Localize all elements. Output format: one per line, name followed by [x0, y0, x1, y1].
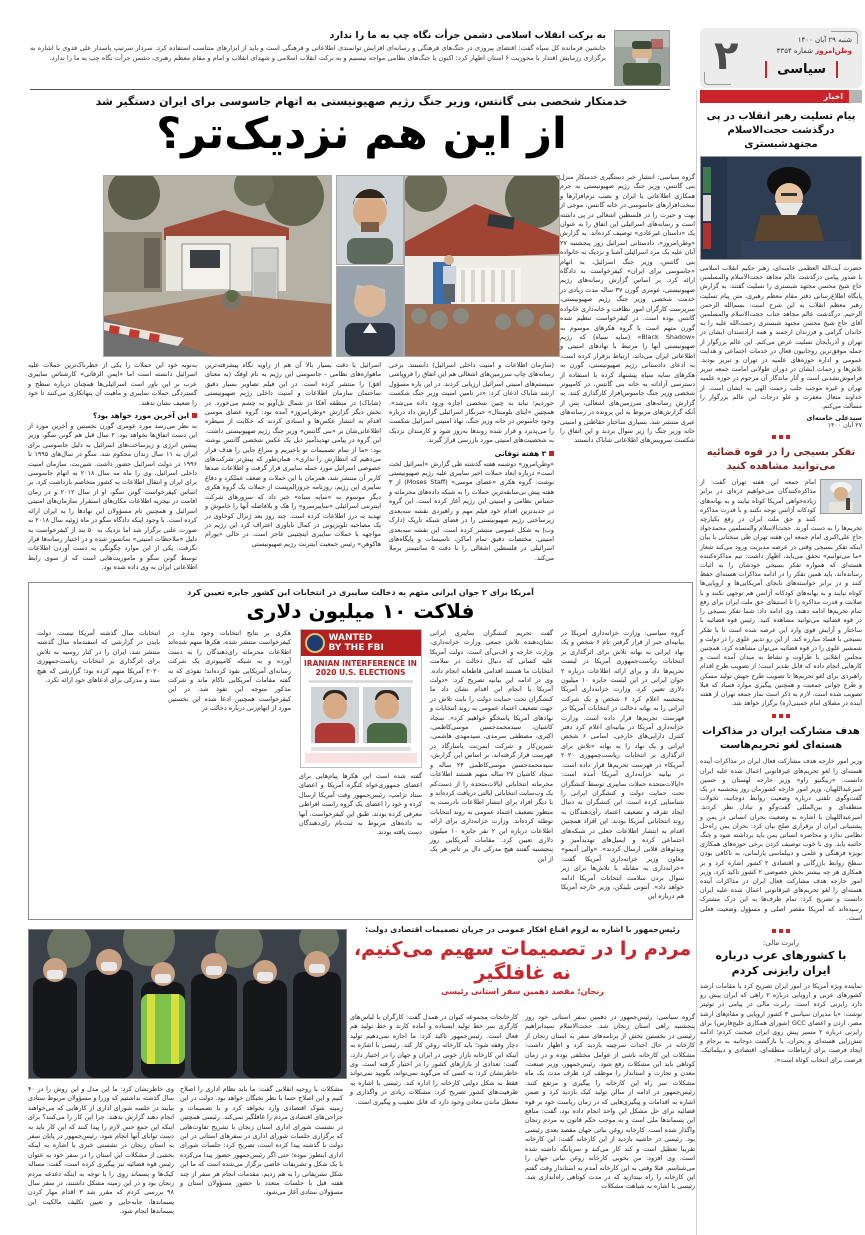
sidebar-item-malley — [700, 939, 862, 1065]
sidebar-tab-label: اخبار — [700, 90, 849, 103]
issue-number: شماره ۳۳۵۴ — [776, 47, 814, 55]
lead-article — [28, 95, 695, 580]
president-visit-photo — [28, 929, 347, 1079]
sidebar-item-1-body: حضرت آیت‌الله العظمی خامنه‌ای، رهبر حکیم انقلاب اسلامی با صدور پیامی درگذشت عالم مجاهد حجت‌الاسلام والمسلمین حاج شیخ محسن مجتهد شبستری را تسلیت گفتند. به گزارش پایگاه اطلاع‌رسانی دفتر مقام معظم رهبری، متن پیام تسلیت رهبر معظم انقلاب به این شرح است: بسم‌الله الرحمن الرحیم. درگذشت عالم مجاهد جناب حجت‌الاسلام والمسلمین آقای حاج شیخ محسن مجتهد شبستری رحمت‌الله علیه را به خاندان گرامی و فرزندان ارجمند و همه ارادتمندان ایشان در تهران و آذربایجان تسلیت عرض می‌کنم. این عالم بزرگوار از جمله موفق‌ترین روحانیون فعال در خدمات اجتماعی و هدایت عمومی و اداره حوزه‌های علمیه در تهران و تبریز بودند. تلاش‌ها و زحمات ایشان در دوران طولانی امامت جمعه تبریز فراموش‌نشدنی است و آثار ماندگار آن مرحوم در حوزه علمیه تهران و غیره موجب جلب رحمت الهی به ایشان است. از خداوند متعال مغفرت و علو درجات این عالم بزرگوار را مسألت می‌کنم. — [700, 265, 862, 411]
president-headline-block — [350, 925, 695, 996]
wanted-column-3 — [299, 629, 422, 894]
president-column-3: مشکلات با روحیه انقلابی گفت: ما باید نظام اداری را اصلاح کنیم و این اصلاح حتما با نظر نخبگان خواهد بود. دولت در این زمینه شوک اقتصادی وارد نخواهد کرد و با تصمیمات و جراحی‌های اقتصادی مردم را غافلگیر نمی‌کند. رئیسی همچنین در نشست شورای اداری استان زنجان با تشریح تفاوت‌هایی که برگزاری جلسات شورای اداری در سفرهای استانی در این دولت با گذشته پیدا کرده است، تصریح کرد: جلسات شورای اداری اینطور نبوده؛ حتی اگر رئیس‌جمهور حضور پیدا می‌کرده با یک شکل و تشریفات خاصی برگزار می‌شده است که ما این شکل تشریفاتی را به هم زدیم. مقدمات انجام هر سفر از چند هفته قبل با جلسات متعدد با حضور مسؤولان استان و مسؤولان ستادی آغاز می‌شود. — [180, 1085, 343, 1197]
mugshot-photos — [301, 685, 421, 745]
suspect-portrait-photo — [336, 175, 404, 265]
signature-name: سیدعلی خامنه‌ای — [806, 414, 862, 423]
commander-photo — [614, 30, 670, 86]
president-visit-illustration — [29, 930, 346, 1078]
issue-date: شنبه ۲۹ آبان ۱۴۰۰ — [797, 36, 852, 44]
section-separator — [700, 714, 862, 718]
sidebar-divider — [696, 90, 697, 1235]
lead-column-4-text-2: به نظر می‌رسد مورد عومری گورن نخستین و آخرین مورد از این دست اتفاق‌ها نخواهد بود. ۲ سال قبل هم گونن سگو، وزیر پیشین انرژی و زیرساخت‌های اسرائیل به دلیل جاسوسی برای ایران به ۱۱ سال زندان محکوم شد. سگو در سال‌های ۱۹۹۵ تا ۱۹۹۶ در دولت اسرائیل حضور داشت. شین‌بت، سازمان امنیت داخلی اسرائیل، وی را ماه مه سال ۲۰۱۸ به اتهام جاسوسی برای ایران و انتقال اطلاعات به کشور متخاصم بازداشت کرد. بر اساس کیفرخواست گونن سگو، او از سال ۲۰۱۲ و در زمان اقامت در نیجریه اطلاعات مکان‌های استقرار سازمان‌های امنیتی اسرائیل و همچنین نام مسؤولان این نهادها را به ایران ارائه کرده است. با وجود اینکه دادگاه سگو در ماه ژوئیه سال ۲۰۱۸ به صورت علنی برگزار شد اما نزدیک به ۵۰ بند از کیفرخواست به دلیل «ملاحظات امنیتی» سانسور شده و در اختیار رسانه‌ها قرار نگرفت. یکی از این موارد چگونگی به دست آوردن اطلاعات توسط گونن سگو و ماموریت‌هایی است که از سوی رابط اطلاعاتی ایران به وی داده شده بود. — [28, 422, 198, 572]
top-brief-body: جانشین فرمانده کل سپاه گفت: اقتضای پیروزی در جنگ‌های فرهنگی و رسانه‌ای افزایش توانمندی اطلاعاتی و فرهنگی است و باید از ابزارهای متناسب استفاده کرد. سردار سرتیپ پاسدار علی فدوی با اشاره به برگزاری رزمایش اقتدار با محوریت ۶ استان اظهار کرد: اکنون با جنگ‌های نظامی مواجه نیستیم و به برکت انقلاب اسلامی و شهدای انقلاب و امام و مقام معظم رهبری، دشمن جرأت نگاه چپ به ما را ندارد. — [30, 44, 606, 62]
poster-details-bar — [305, 753, 417, 763]
lead-column-4 — [28, 361, 197, 579]
wanted-poster-banner — [301, 630, 421, 656]
wanted-column-4: هکری بر نتایج انتخابات وجود ندارد. در کیفرخواست منتشر شده، هکرها متهم شده‌اند اطلاعات محرمانه رای‌دهندگان را به دست آورده و به شبکه کامپیوتری یک شرکت رسانه‌ای آمریکایی نفوذ کرده‌اند؛ نفوذی که به گفته مقامات آمریکایی ناکام ماند و شرکت مذکور متوجه این نفوذ شد. در این کیفرخواست همچنین ادعا شده این نخستین مورد از اتهام‌زنی درباره دخالت در — [168, 629, 291, 713]
sidebar-item-2-headline: تفکر بسیجی را در قوه قضائیه می‌توانید مشاهده کنید — [706, 447, 856, 473]
wanted-column-3-text: گفته شده است این هکرها پیام‌هایی برای اعضای جمهوری‌خواه کنگره آمریکا و اعضای ستاد ترامپ، رئیس‌جمهور وقت آمریکا ارسال کرده و خود را اعضای یک گروه راست افراطی معرفی کرده بودند. طبق این کیفرخواست، آنها به داده‌های مربوط به ثبت‌نام رای‌دهندگان دست یافته بودند. — [299, 772, 422, 837]
wanted-banner-text: WANTED BY THE FBI — [328, 633, 384, 653]
top-brief-title: به برکت انقلاب اسلامی دشمن جرأت نگاه چپ به ما را ندارد — [329, 30, 606, 41]
sidebar-item-condolence — [700, 110, 862, 439]
sidebar-item-3-headline: هدف مشارکت ایران در مذاکرات هسته‌ای لغو تحریم‌هاست — [702, 726, 860, 752]
lead-subhead-2: این آخرین مورد خواهد بود؟ — [28, 411, 197, 420]
section-separator — [700, 929, 862, 933]
lead-headline: از این هم نزدیک‌تر؟ — [156, 109, 567, 159]
lead-column-2-text-1: (سازمان اطلاعات و امنیت داخلی اسرائیل) دانستند. برخی رسانه‌های چاپ سرزمین‌های اشغالی هم این اتفاق را فروپاشی سیستم‌های امنیتی اسرائیل ارزیابی کردند. در این باره مسؤول ارشد شاباک اذعان کرد: «در تامین امنیت وزیر جنگ شکست خوردیم؛ نباید به چنین شخصی اجازه ورود داده می‌شد». همچنین «ایتای بلومنتال» خبرنگار اسرائیلی گزارش داد درباره وجود جاسوس در خانه وزیر جنگ، نهاد امنیتی اسرائیل شکست را می‌پذیرد و قرار شده روندها به‌روز شود و کارمندان نزدیک به شخصیت‌های امنیتی مورد بازرسی قرار گیرند. — [389, 361, 554, 445]
section-separator — [700, 435, 862, 439]
lead-column-2 — [389, 361, 554, 579]
gantz-portrait-illustration — [337, 267, 403, 356]
lead-column-3: اسرائیل با دقت بسیار بالا آن هم از زاویه نگاه پیشرفته‌ترین ماهواره‌های نظامی - جاسوسی این رژیم به نام اوفک (به معنای افق) را منتشر کرده است. در این فیلم تصاویر بسیار دقیق ساختمان سازمان اطلاعات و امنیت داخلی رژیم صهیونیستی (شاباک) در منطقه آفکا در شمال تل‌آویو به چشم می‌خورد. در بخش دیگر گزارش «وطن‌امروز» آمده بود: گروه عصای موسی اقدام به انتشار عکس‌ها و اسنادی کردند که حکایت از سیطره اطلاعاتی‌شان بر «بنی گانتس» وزیر جنگ رژیم صهیونیستی داشت. این گروه در پیامی تهدیدآمیز ذیل یک عکس شخصی گانتس نوشته بود: «ما از تمام تصمیمات تو باخبریم و سراغ جایی را هدف قرار می‌دهیم که انتظارش را نداری». همان‌طور که پیش‌تر شرکت‌های خصوصی اسرائیل مورد حمله سایبری قرار گرفت و اطلاعات صدها کاربر آن منتشر شد، همزمان با این حملات و ضعف عملکرد و دفاع سایبری این رژیم، روزنامه جروزالم‌پست از حملات یک گروه هکری دیگر موسوم به «سایه سیاه» خبر داد که سرورهای شرکت اینترنتی اسرائیلی «سایبرسرو» را هک و بلافاصله آنها را خاموش و تهدید به درز اطلاعات کرده است. چند روز بعد ژنرال کوخاوی در یک مصاحبه تلویزیونی در کمال ناباوری اعتراف کرد این رژیم در مواجهه با حملات سایبری اینچنینی عاجز است. در حالی «یورام هاکوهن» رئیس جمعیت اینترنت رژیم صهیونیستی — [205, 361, 381, 548]
lead-column-1: گروه سیاسی: انتشار خبر دستگیری خدمتکار منزل بنی گانتس، وزیر جنگ رژیم صهیونیستی به جرم همکاری اطلاعاتی با ایران و نصب نرم‌افزارها و سخت‌افزارهای جاسوسی در خانه گانتس، موجی از بهت و حیرت را در فلسطین اشغالی در پی داشته است و رسانه‌های اسرائیلی این اتفاق را به عنوان یک «داستان غیرعادی» توصیف کرده‌اند. به گزارش «وطن‌امروز»، دادستانی اسرائیل روز پنجشنبه ۲۷ آبان علیه یک مرد اسرائیلی آشنا و نزدیک به خانواده بنی گانتس، وزیر جنگ اسرائیل، به اتهام «جاسوسی برای ایران» کیفرخواست به دادگاه ارائه کرد. بر اساس گزارش رسانه‌های رژیم صهیونیستی، عومری گورن ۳۷ ساله مدت زیادی در خدمت شخصی وزیر جنگ رژیم صهیونیستی، سرپرست کارگران امور نظافت و خانه‌داری خانواده گانتس بوده است. در کیفرخواست تنظیم شده گورن متهم است با گروه هکرهای موسوم به «Black Shadow» (سایه سیاه) که رژیم صهیونیستی آنها را مرتبط با نهادهای امنیتی و اطلاعاتی ایران می‌داند، ارتباط برقرار کرده است. به ادعای دادستانی رژیم صهیونیستی، گورن به هکرهای سایه سیاه پیشنهاد کرده با استفاده از دسترسی آزادانه به خانه بنی گانتس، در کامپیوتر شخصی وزیر جنگ جاسوس‌افزار کارگذاری کنند. به گزارش رسانه‌های سرزمین‌های اشغالی، پس از آنکه گزارش‌های مربوط به این پرونده در رسانه‌های عبری منتشر شد، بسیاری ساختار حفاظتی و امنیتی خانه وزیر جنگ را زیر سوال بردند و این اتفاق را شکست سرویس‌های اطلاعاتی شاباک دانستند — [560, 173, 696, 445]
tab-gray-square — [849, 90, 862, 103]
section-title: سیاسی — [765, 61, 838, 78]
president-kicker: رئیس‌جمهور با اشاره به لزوم اقناع افکار عمومی در جریان تصمیمات اقتصادی دولت: — [365, 925, 680, 934]
sidebar-item-4-body: نماینده ویژه آمریکا در امور ایران تصریح کرد با مقامات ارشد کشورهای عربی و اروپایی درباره ۲ راهی که ایران پیش رو دارد رایزنی کرده است. رابرت مالی در پیامی در توئیتر نوشت: «با مدیران سیاسی ۳ کشور اروپایی و مقام‌های ارشد مصر، اردن و اعضای GCC (شورای همکاری خلیج‌فارس) برای رایزنی درباره ۲ مسیر پیش روی ایران صحبت کردم؛ ادامه تنش‌زایی هسته‌ای و بحران، یا بازگشت دوجانبه به برجام و ایجاد فرصت برای ارتباطات منطقه‌ای، اقتصادی و دیپلماتیک. فرصت برای انتخاب کوتاه است». — [700, 982, 863, 1064]
president-column-1: گروه سیاسی: رئیس‌جمهور در دهمین سفر استانی خود روز پنجشنبه راهی استان زنجان شد. حجت‌الاسلام سیدابراهیم رئیسی در نخستین بخش از برنامه‌های سفر به استان زنجان از کارخانه در حال احداث سرچینه بازدید کرد و اظهار داشت: مشکلات این کارخانه ناشی از عوامل مختلفی بوده و در زمان کوتاهی باید این مشکلات رفع شود. رئیس‌جمهور، وزیر صنعت، معدن و تجارت و استاندار را موظف کرد ظرف مدت یک ماه مشکلات سر راه این کارخانه را پیگیری و مرتفع کنند. رئیس‌جمهور در ادامه از سالن تولید کیک بازدید کرد و ضمن اشاره به اقدامات و پیگیری‌هایی که در زمان ریاست خود بر قوه قضائیه برای حل مشکل این واحد انجام داده بود، گفت: منافع این پسماندها ملی است و به موجب حکم قانون به مردم زنجان واگذار شده است. کارخانه روغن نباتی جهان مقصد بعدی رئیسی بود. رئیسی در حاشیه بازدید از این کارخانه گفت: این کارخانه تقریبا تعطیل است و کند کار می‌کند و سرپانگه داشته شده است. وی افزود: من بخوبی کارخانه روغن نباتی جهان را می‌شناسم. قبلا وقتی به این کارخانه آمدم به استاندار وقت گفتم این کارخانه را راه بیندازید که در مدت کوتاهی راه‌اندازی شد. رئیسی با اشاره به شباهت مشکلات — [525, 1013, 695, 1191]
sidebar-item-negotiations — [700, 725, 862, 933]
sidebar-item-4-headline: با کشورهای عرب درباره ایران رایزنی کردم — [715, 948, 847, 977]
red-square-bullet — [192, 413, 197, 418]
leader-photo — [700, 156, 862, 260]
sidebar-tab — [700, 90, 862, 103]
lead-column-4-text-1: به‌نوبه خود این حملات را یکی از خطرناک‌ترین حملات علیه اسرائیل دانسته است اما «ایمن الرفاتی» کارشناس سایبری عرب بر این باور است اسرائیلی‌ها همچنان درباره سطح و گستردگی حملات سایبری و ماهیت آن پنهانکاری می‌کنند تا خود را ضعیف نشان ندهند. — [28, 361, 197, 407]
lead-column-2-text-2: «وطن‌امروز» دوشنبه هفته گذشته طی گزارش «اسرائیل لخت است» درباره ابعاد حملات اخیر سایبری علیه رژیم صهیونیستی نوشت: گروه هکری «عصای موسی» (Moses Staff) از ۳ هفته پیش بی‌سابقه‌ترین حملات را به شبکه داده‌های محرمانه و حساس نظامی و امنیتی این رژیم آغاز کرده است. این گروه در جدیدترین اقدام خود فیلم مهم و راهبردی نقشه سه‌بعدی زیرساختی رژیم صهیونیستی را در فضای شبکه تاریک (دارک وب) به شکل عمومی منتشر کرده است. این نقشه سه‌بعدی امنیتی، مختصات دقیق تمام اماکن، تاسیسات و پایگاه‌های اسرائیلی در فلسطین اشغالی را با دقت ۵ سانتیمتر برملا می‌کند. — [389, 459, 555, 562]
friday-imam-illustration — [821, 480, 861, 513]
house-photo — [404, 175, 560, 357]
poster-fine-print — [309, 680, 413, 683]
sidebar-item-3-body: وزیر امور خارجه هدف مشارکت فعال ایران در مذاکرات آینده هسته‌ای را لغو تحریم‌های غیرقانونی اعمال شده علیه ایران دانست. «زبیگنیو راو» وزیر خارجه لهستان و حسین امیرعبداللهیان، وزیر امور خارجه کشورمان روز پنجشنبه در یک گفت‌وگوی تلفنی درباره وضعیت روابط دوجانبه، تحولات منطقه‌ای و بین‌المللی گفت‌وگو و تبادل نظر کردند. امیرعبداللهیان با اشاره به وضعیت بحران انسانی در یمن و پشتیبانی ایران از برقراری صلح بیان کرد: بحران یمن راه‌حل نظامی ندارد و محاصره انسانی یمن باید برداشته شود و جنگ خاتمه یابد. وی با خوب توصیف کردن برخی حوزه‌های همکاری بویژه فرهنگی و علمی و دیپلماسی پارلمانی، به ناکافی بودن سطح روابط بازرگانی و اقتصادی ۲ کشور اشاره کرد و بر همکاری هر چه بیشتر بخش خصوصی ۲ کشور تاکید کرد. وزیر امور خارجه هدف مشارکت فعال ایران در مذاکرات آینده هسته‌ای را لغو تحریم‌های غیرقانونی اعمال شده علیه ایران دانست و تصریح کرد: تمام طرف‌ها به این درک مشترک رسیده‌اند که آمریکا مقصر اصلی و مسؤول وضعیت فعلی است. — [700, 758, 863, 922]
page-number: ۲ — [714, 33, 739, 79]
president-column-2: کارخانجات مجموعه کیوان در همدل گفت: کارگران با لباس‌های کارگری سر خط تولید ایستاده و آماده کارند و خط تولید هم فعال است. رئیس‌جمهور تاکید کرد: ما اجازه نمی‌دهیم تولید دچار وقفه شود؛ باید کارخانه روغن کار کند. رئیسی با اشاره به اینکه این کارخانه بازار خوبی در ایران و جهان را در اختیار دارد، گفت: تعدادی از بازارهای کشور را در اختیار گرفته است. وی خاطرنشان کرد: به کسی که می‌گوید نمی‌تواند، بگویید نمی‌تواند فقط به شکل دولتی کارخانه را اداره کند. رئیسی با اشاره به ظرفیت‌های کشور تصریح کرد: مشکلات زیادی در واگذاری و معطل ماندن معادن وجود دارد که قابل تعقیب و پیگیری است. — [350, 1013, 518, 1106]
street-photo — [103, 175, 332, 357]
top-brief-text — [30, 30, 606, 86]
commander-portrait-illustration — [615, 31, 669, 85]
house-scene-illustration — [405, 176, 559, 356]
president-headline: مردم را در تصمیمات سهیم می‌کنیم، نه غافلگیر — [353, 938, 692, 984]
news-sidebar — [700, 90, 862, 1235]
sidebar-item-2-body: امام جمعه این هفته تهران گفت: از مذاکره‌کنندگان می‌خواهیم ذره‌ای در برابر زیاده‌خواهی آمریکا کوتاه نیایند و به بهانه‌های کودکانه آژانس توجه نکنند و با قدرت مذاکره کنند و حق ملت ایران در رفع یکپارچه تحریم‌ها را به دست آورند. حجت‌الاسلام والمسلمین محمدجواد حاج علی‌اکبری امام جمعه این هفته تهران طی سخنانی با بیان اینکه تفکر بسیجی وقتی در عرصه مدیریت ورود می‌کند شعار «ما می‌توانیم» تحقق می‌یابد، اظهار داشت: تیم مذاکره‌کننده هسته‌ای که همواره تفکر بسیجی خودشان را به اثبات رسانده‌اند، باید همین تفکر را در ادامه مذاکرات هسته‌ای حفظ کنند و در برابر خواسته‌های نابجای آمریکایی‌ها و اروپایی‌ها کوتاه نیایند و به بهانه‌های کودکانه آژانس هم توجهی نکنند و با صلابت و قدرت مذاکره را تا استیفای حق ملت ایران برای رفع تمام تحریم‌ها ادامه دهند. وی ادامه داد: شما تفکر بسیجی را در قوه قضائیه می‌توانید مشاهده کنید. رئیس قوه قضائیه با ساختار و آرایش قوی وارد این عرصه شده است تا با تفکر بسیجی با فساد مبارزه کند. از این رو تدبیر علوی را در دولت و شمشیر علوی را در قوه قضائیه می‌توان مشاهده کرد. همچنین مجلس انقلابی با طراوت و نشاط به میدان آمده است و کارهایی انجام داده که قابل تقدیر است؛ از تصویب طرح اقدام راهبردی برای لغو تحریم‌ها تا تصویب طرح جهش تولید مسکن و طرح جوانی جمعیت و همچنین پیگیری موارد فساد که قبلا تصویب شده است. لازم به ذکر است نماز جمعه تهران از هفته آینده در مصلای امام خمینی(ره) برگزار خواهد شد. — [700, 479, 862, 708]
sidebar-item-1-headline: پیام تسلیت رهبر انقلاب در پی درگذشت حجت‌الاسلام مجتهدشبستری — [706, 111, 856, 150]
wanted-column-2: گفت تحریم کنشگران سایبری ایرانی نشان‌دهنده تلاش جمعی وزارت خزانه‌داری، وزارت خارجه و اف‌بی‌آی است. دولت آمریکا علیه کسانی که دنبال دخالت در سلامت انتخابات ما هستند اقدامی قاطعانه انجام داده. وی در ادامه این بیانیه تصریح کرد: «دولت آمریکا با انجام این اقدام نشان داد ما کنشگران تحت حمایت دولت را بابت تلاش در جهت تضعیف اعتماد عمومی به روند انتخابات و نهادهای آمریکا پاسخگو خواهیم کرد». سجاد کاشیان، سیدمحمدحسین موسی‌کاظمی، اکبری، مصطفی سرمدی، سیدمهدی هاشمی، شیرین‌کار و شرکت ایمن‌نت پاسارگاد در فهرست قرار گرفته‌اند. بر اساس این گزارش، سیدمحمدحسین موسی‌کاظمی ۲۴ ساله و سجاد کاشیان ۲۷ ساله متهم هستند اطلاعات محرمانه انتخاباتی ایالات‌متحده را از دست‌کم یک وب‌سایت انتخاباتی ایالتی دریافت کرده‌اند و با دیگر افراد برای انتشار اطلاعات نادرست به منظور تضعیف اعتماد عمومی به روند انتخابات توطئه کرده‌اند. وزارت خزانه‌داری برای ارائه اطلاعات درباره این ۲ نفر جایزه ۱۰ میلیون دلاری تعیین کرد. مقامات آمریکایی روز پنجشنبه گفتند هیچ مدرکی دال بر تاثیر هر یک از این — [430, 629, 554, 863]
top-brief — [30, 30, 670, 86]
president-article — [28, 925, 695, 1235]
wanted-article — [28, 582, 693, 920]
wanted-poster-title: IRANIAN INTERFERENCE IN 2020 U.S. ELECTIONS — [304, 659, 417, 677]
poster-caption-line — [311, 747, 411, 751]
paper-issue — [777, 47, 852, 55]
signature-date: ۲۷ آبان ۱۴۰۰ — [827, 422, 862, 430]
wanted-column-1: گروه سیاسی: وزارت خزانه‌داری آمریکا در بیانیه‌ای خبر از قرار گرفتن نام ۶ شخص و یک نهاد ایرانی به بهانه تلاش برای اثرگذاری بر انتخابات ریاست‌جمهوری آمریکا در لیست تحریم‌ها داد و برای ارائه اطلاعات درباره ۲ جوان ایرانی در این لیست جایزه ۱۰ میلیون دلاری تعیین کرد. وزارت خزانه‌داری آمریکا پنجشنبه اعلام کرد ۶ شخص و یک شرکت ایرانی را به بهانه دخالت در انتخابات آمریکا در فهرست تحریم‌ها قرار داده است. وزارت خزانه‌داری آمریکا در بیانیه‌ای اعلام کرد دفتر کنترل دارایی‌های خارجی، اسامی ۶ شخص ایرانی و یک نهاد را به بهانه «تلاش برای اثرگذاری بر انتخابات ریاست‌جمهوری ۲۰۲۰ آمریکا» در فهرست تحریم‌ها قرار داده است. در بیانیه خزانه‌داری آمریکا آمده است: «ایالات‌متحده حملات سایبری توسط کنشگران تحت حمایت دولت و کنشگران ایرانی را شناسایی کرده است. این کنشگران به دنبال ایجاد تفرقه و تضعیف اعتماد رأی‌دهندگان به روند انتخاباتی آمریکا بودند. این افراد همچنین اقدام به انتشار اطلاعات جعلی در شبکه‌های اجتماعی کرده و ایمیل‌های تهدیدآمیز و ویدئوهای قلابی ارسال کردند». «والی آدیمو» معاون وزیر خزانه‌داری آمریکا گفت: «خزانه‌داری به مقابله با تلاش‌ها برای زیر سوال بردن سلامت انتخابات آمریکا ادامه خواهد داد». آنتونی بلینکن، وزیر خارجه آمریکا هم درباره این — [561, 629, 685, 901]
paper-name: وطن‌امروز — [815, 47, 852, 55]
leader-portrait-illustration — [701, 157, 861, 259]
sidebar-item-basij — [700, 446, 862, 718]
red-square-bullet — [549, 451, 554, 456]
fbi-seal-icon — [305, 633, 325, 653]
gantz-portrait-photo — [336, 266, 404, 357]
mugshot-photo-1 — [311, 687, 359, 743]
wanted-column-5: انتخابات سال گذشته آمریکا نیست. دولت بایدن در گزارشی که اسفندماه سال گذشته منتشر شد، ایران را در کنار روسیه به تلاش برای اثرگذاری بر انتخابات ریاست‌جمهوری ۲۰۲۰ آمریکا متهم کرده بود؛ گزارشی که هیچ سند و مدرکی برای ادعاهای خود ارائه نکرد. — [37, 629, 160, 685]
wanted-kicker: آمریکا برای ۲ جوان ایرانی متهم به دخالت سایبری در انتخابات این کشور جایزه تعیین کرد — [187, 588, 534, 597]
street-scene-illustration — [104, 176, 331, 356]
suspect-portrait-illustration — [337, 176, 403, 264]
mugshot-photo-2 — [363, 687, 411, 743]
president-subhead: زنجان؛ مقصد دهمین سفر استانی رئیسی — [441, 987, 604, 996]
page-info-box — [700, 28, 862, 88]
president-column-4: وی خاطرنشان کرد: ما این مدل و این روش را در ۴۰ سال گذشته نداشتیم که وزرا و مسؤولان مربوط ستادی بیایند در جلسه شورای اداری از کارهایی که می‌خواهند انجام دهند گزارش بدهند. چرا این کار را می‌کنند؟ برای اینکه این جمع حس لازم را پیدا کنند که این کار باید به دست توانای آنها انجام شود. رئیس‌جمهور در پایان سفر به استان زنجان در نشستی خبری با اشاره به اینکه بخشی از مشکلات این استان را در سفر خود به عنوان رئیس قوه قضائیه نیز پیگیری کرده است، گفت: مساله کیک‌ها و پسماند روی را با توجه به اینکه دغدغه مردم زنجان بود و در این زمینه مشکل داشتند، در سفر سال ۹۸ بررسی کردم که مقرر شد ۳ اقدام مهار کردن پسماندها، جابه‌جایی و تعیین تکلیف مالکیت این پسماندها انجام شود. — [28, 1085, 174, 1216]
friday-imam-photo — [820, 479, 862, 514]
lead-subhead-1: ۳ هفته توفانی — [389, 449, 554, 458]
lead-kicker: خدمتکار شخصی بنی گانتس، وزیر جنگ رژیم صهیونیستی به اتهام جاسوسی برای ایران دستگیر شد — [95, 95, 628, 108]
fbi-wanted-poster — [300, 629, 422, 768]
wanted-headline: فلاکت ۱۰ میلیون دلاری — [246, 599, 475, 623]
sidebar-item-4-kicker: رابرت مالی: — [762, 938, 800, 947]
header-divider — [30, 89, 670, 90]
